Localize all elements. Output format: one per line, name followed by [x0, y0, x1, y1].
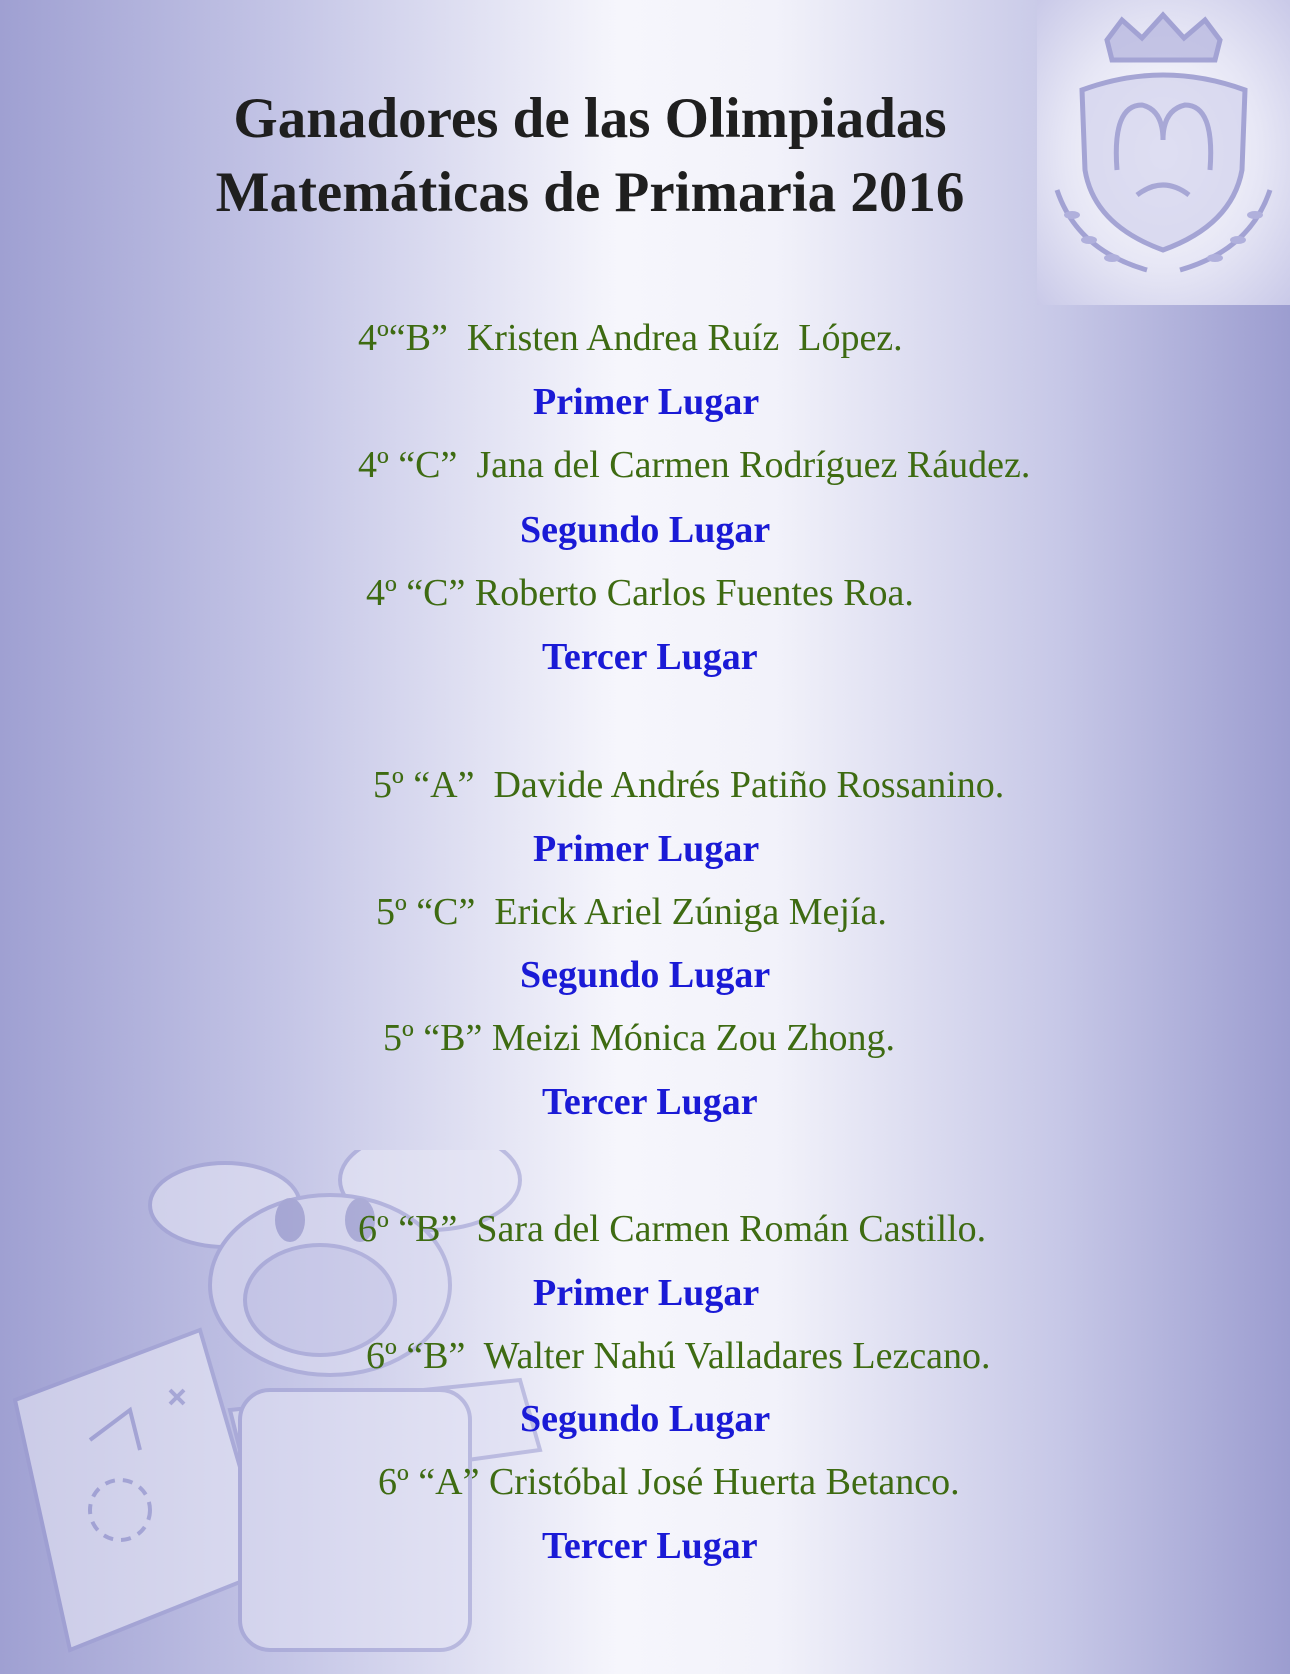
winner-place: Tercer Lugar — [542, 636, 758, 678]
title-line-2: Matemáticas de Primaria 2016 — [215, 161, 965, 224]
winner-place: Tercer Lugar — [542, 1525, 758, 1567]
winner-name: 5º “A” Davide Andrés Patiño Rossanino. — [373, 764, 1005, 806]
winner-name: 6º “B” Sara del Carmen Román Castillo. — [358, 1208, 987, 1250]
winner-name: 5º “C” Erick Ariel Zúniga Mejía. — [376, 891, 887, 933]
title-line-1: Ganadores de las Olimpiadas — [233, 87, 947, 150]
winner-name: 4º “C” Roberto Carlos Fuentes Roa. — [366, 572, 914, 614]
page-title — [120, 82, 1060, 230]
school-crest-icon — [1037, 0, 1290, 305]
winner-place: Primer Lugar — [533, 828, 760, 870]
winner-name: 6º “A” Cristóbal José Huerta Betanco. — [378, 1461, 960, 1503]
winner-name: 4º “C” Jana del Carmen Rodríguez Ráudez. — [358, 444, 1031, 486]
winner-name: 6º “B” Walter Nahú Valladares Lezcano. — [366, 1335, 991, 1377]
winner-place: Tercer Lugar — [542, 1081, 758, 1123]
winner-place: Primer Lugar — [533, 381, 760, 423]
winner-place: Segundo Lugar — [520, 1398, 771, 1440]
winner-place: Segundo Lugar — [520, 954, 771, 996]
winner-place: Segundo Lugar — [520, 509, 771, 551]
winner-name: 5º “B” Meizi Mónica Zou Zhong. — [383, 1017, 895, 1059]
winner-place: Primer Lugar — [533, 1272, 760, 1314]
winner-name: 4º“B” Kristen Andrea Ruíz López. — [358, 317, 903, 359]
